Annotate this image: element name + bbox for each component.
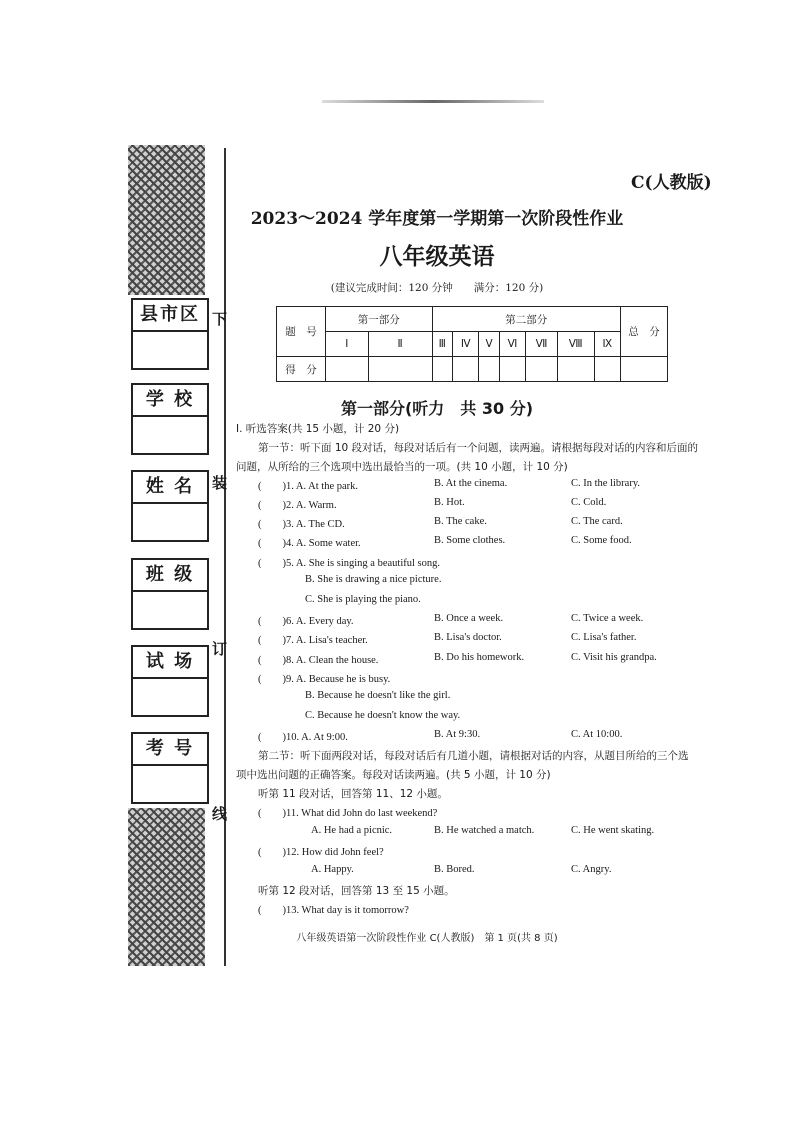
numeral-cell: Ⅲ [432, 332, 452, 357]
score-cell[interactable] [432, 357, 452, 382]
numeral-cell: Ⅴ [479, 332, 499, 357]
dialog-12-heading: 听第 12 段对话，回答第 13 至 15 小题。 [258, 885, 455, 897]
score-cell[interactable] [621, 357, 668, 382]
county-box[interactable] [131, 298, 209, 370]
dialog-11-heading: 听第 11 段对话，回答第 11、12 小题。 [258, 788, 448, 800]
numeral-cell: Ⅵ [499, 332, 525, 357]
q2-b: B. Hot. [434, 497, 465, 508]
q6-b: B. Once a week. [434, 613, 504, 624]
q12-a: A. Happy. [311, 864, 354, 875]
q3-b: B. The cake. [434, 516, 487, 527]
section-title: 第一部分(听力 共 30 分) [340, 399, 534, 418]
q2-a: ( )2. A. Warm. [258, 500, 337, 511]
score-cell[interactable] [499, 357, 525, 382]
exam-room-box[interactable] [131, 645, 209, 717]
q11-b: B. He watched a match. [434, 825, 535, 836]
numeral-cell: Ⅳ [452, 332, 479, 357]
school-label: 学 校 [133, 385, 207, 417]
exam-room-label: 试 场 [133, 647, 207, 679]
exam-number-label: 考 号 [133, 734, 207, 766]
q4-b: B. Some clothes. [434, 535, 506, 546]
top-scan-line [322, 100, 544, 103]
subject-title: 八年级英语 [379, 244, 495, 270]
q11-a: A. He had a picnic. [311, 825, 393, 836]
q1-c: C. In the library. [571, 478, 641, 489]
name-label: 姓 名 [133, 472, 207, 504]
q6-a: ( )6. A. Every day. [258, 616, 354, 627]
q8-b: B. Do his homework. [434, 652, 525, 663]
numeral-cell: Ⅱ [368, 332, 432, 357]
q5-b: B. She is drawing a nice picture. [305, 574, 442, 585]
q3-c: C. The card. [571, 516, 623, 527]
score-cell[interactable] [326, 357, 369, 382]
part1-header: 第一部分 [326, 307, 433, 332]
q10-b: B. At 9:30. [434, 729, 481, 740]
q7-b: B. Lisa's doctor. [434, 632, 502, 643]
q4-a: ( )4. A. Some water. [258, 538, 361, 549]
score-table [276, 306, 668, 382]
heading-I: Ⅰ. 听选答案(共 15 小题，计 20 分) [236, 423, 400, 435]
q8-c: C. Visit his grandpa. [571, 652, 657, 663]
q5-a: ( )5. A. She is singing a beautiful song. [258, 558, 440, 569]
q12-stem: ( )12. How did John feel? [258, 847, 384, 858]
numeral-cell: Ⅷ [557, 332, 594, 357]
q6-c: C. Twice a week. [571, 613, 644, 624]
question-number-header: 题 号 [277, 307, 326, 357]
q10-a: ( )10. A. At 9:00. [258, 732, 348, 743]
q3-a: ( )3. A. The CD. [258, 519, 345, 530]
part2-intro-a: 第二节：听下面两段对话，每段对话后有几道小题，请根据对话的内容，从题目所给的三个选 [258, 750, 689, 762]
exam-number-box[interactable] [131, 732, 209, 804]
q10-c: C. At 10:00. [571, 729, 623, 740]
q11-stem: ( )11. What did John do last weekend? [258, 808, 438, 819]
q9-c: C. Because he doesn't know the way. [305, 710, 461, 721]
exam-meta: (建议完成时间：120 分钟 满分：120 分) [330, 282, 544, 294]
total-header: 总 分 [621, 307, 668, 357]
score-cell[interactable] [452, 357, 479, 382]
q11-c: C. He went skating. [571, 825, 655, 836]
q7-c: C. Lisa's father. [571, 632, 637, 643]
score-cell[interactable] [526, 357, 558, 382]
q1-b: B. At the cinema. [434, 478, 508, 489]
binding-char-ding: 订 [212, 640, 228, 658]
class-box[interactable] [131, 558, 209, 630]
binding-char-zhuang: 装 [212, 474, 228, 492]
name-box[interactable] [131, 470, 209, 542]
q5-c: C. She is playing the piano. [305, 594, 421, 605]
score-cell[interactable] [479, 357, 499, 382]
numeral-cell: Ⅶ [526, 332, 558, 357]
part1-intro-a: 第一节：听下面 10 段对话，每段对话后有一个问题，读两遍。请根据每段对话的内容和后面的 [258, 442, 699, 454]
q9-b: B. Because he doesn't like the girl. [305, 690, 451, 701]
page-footer: 八年级英语第一次阶段性作业 C(人教版) 第 1 页(共 8 页) [296, 933, 558, 944]
score-cell[interactable] [557, 357, 594, 382]
numeral-cell: Ⅸ [594, 332, 620, 357]
binding-char-xian: 线 [212, 805, 228, 823]
q13-stem: ( )13. What day is it tomorrow? [258, 905, 409, 916]
q8-a: ( )8. A. Clean the house. [258, 655, 379, 666]
class-label: 班 级 [133, 560, 207, 592]
q2-c: C. Cold. [571, 497, 607, 508]
exam-title: 2023～2024 学年度第一学期第一次阶段性作业 [250, 209, 624, 229]
score-row-header: 得 分 [277, 357, 326, 382]
part2-header: 第二部分 [432, 307, 620, 332]
q12-b: B. Bored. [434, 864, 475, 875]
numeral-cell: Ⅰ [326, 332, 369, 357]
binding-char-xia: 下 [212, 310, 228, 328]
part1-intro-b: 问题，从所给的三个选项中选出最恰当的一项。(共 10 小题，计 10 分) [236, 461, 568, 473]
q12-c: C. Angry. [571, 864, 612, 875]
score-cell[interactable] [368, 357, 432, 382]
q4-c: C. Some food. [571, 535, 632, 546]
county-label: 县市区 [133, 300, 207, 332]
q9-a: ( )9. A. Because he is busy. [258, 674, 391, 685]
q1-a: ( )1. A. At the park. [258, 481, 359, 492]
part2-intro-b: 项中选出问题的正确答案。每段对话读两遍。(共 5 小题，计 10 分) [236, 769, 551, 781]
score-cell[interactable] [594, 357, 620, 382]
school-box[interactable] [131, 383, 209, 455]
q7-a: ( )7. A. Lisa's teacher. [258, 635, 368, 646]
edition-label: C(人教版) [631, 173, 712, 193]
